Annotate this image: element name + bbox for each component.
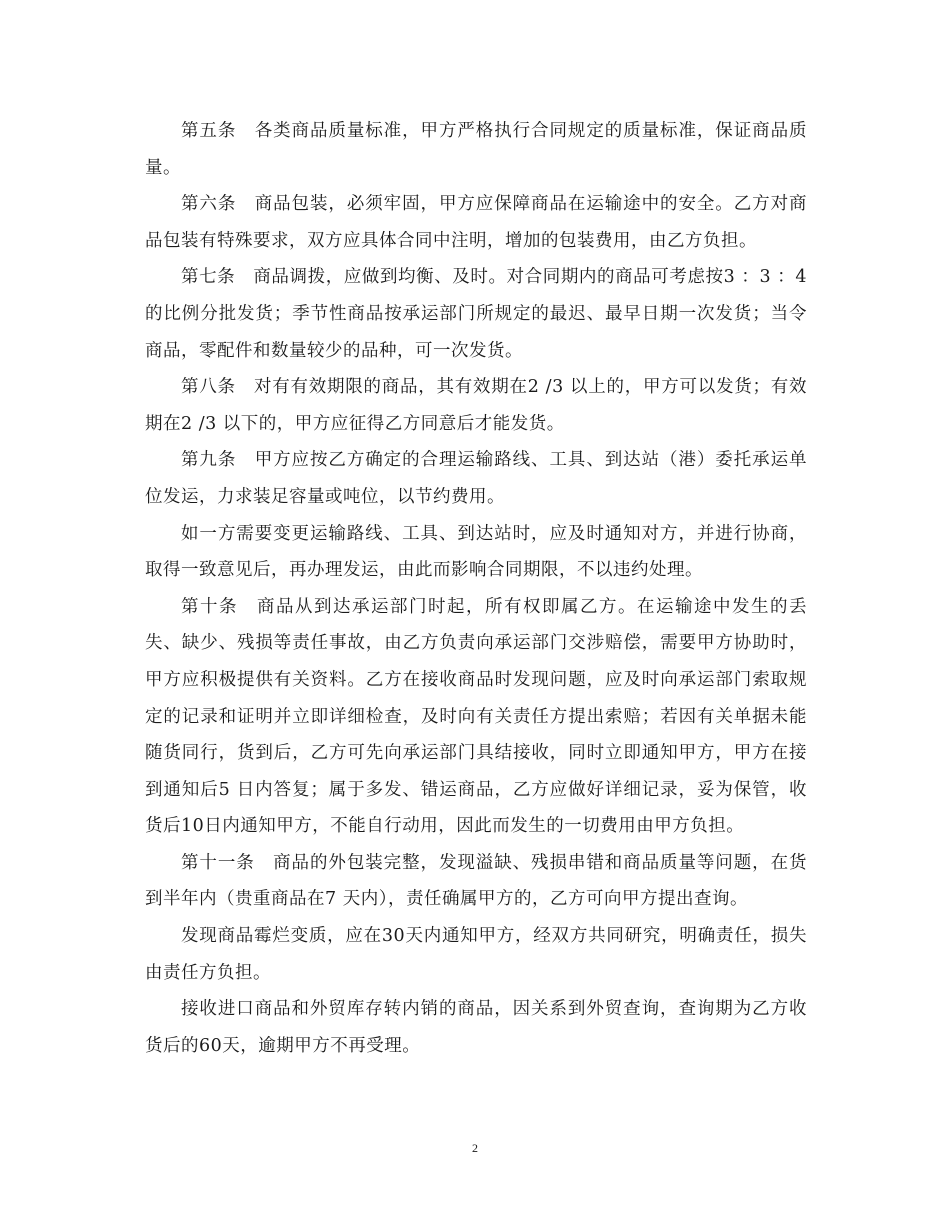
article-10-paragraph: 第十条 商品从到达承运部门时起，所有权即属乙方。在运输途中发生的丢失、缺少、残损等责任事故，由乙方负责向承运部门交涉赔偿，需要甲方协助时，甲方应积极提供有关资料。乙方在接收商品时发现问题，应及时向承运部门索取规定的记录和证明并立即详细检查，及时向有关责任方提出索赔；若因有关单据未能随货同行，货到后，乙方可先向承运部门具结接收，同时立即通知甲方，甲方在接到通知后5 日内答复；属于多发、错运商品，乙方应做好详细记录，妥为保管，收货后10日内通知甲方，不能自行动用，因此而发生的一切费用由甲方负担。 (145, 596, 807, 837)
article-5-paragraph: 第五条 各类商品质量标准，甲方严格执行合同规定的质量标准，保证商品质量。 (145, 121, 807, 178)
article-9-supplement-paragraph: 如一方需要变更运输路线、工具、到达站时，应及时通知对方，并进行协商，取得一致意见后，再办理发运，由此而影响合同期限，不以违约处理。 (145, 523, 807, 581)
article-6-paragraph: 第六条 商品包装，必须牢固，甲方应保障商品在运输途中的安全。乙方对商品包装有特殊要求，双方应具体合同中注明，增加的包装费用，由乙方负担。 (145, 194, 807, 251)
article-11-spoilage-paragraph: 发现商品霉烂变质，应在30天内通知甲方，经双方共同研究，明确责任，损失由责任方负担。 (145, 926, 807, 983)
article-7-paragraph: 第七条 商品调拨，应做到均衡、及时。对合同期内的商品可考虑按3 ：3 ：4 的比例分批发货；季节性商品按承运部门所规定的最迟、最早日期一次发货；当令商品，零配件和数量较少的品种，可一次发货。 (145, 267, 807, 361)
article-11-import-paragraph: 接收进口商品和外贸库存转内销的商品，因关系到外贸查询，查询期为乙方收货后的60天，逾期甲方不再受理。 (145, 999, 807, 1056)
page-number: 2 (472, 1141, 478, 1155)
article-8-paragraph: 第八条 对有有效期限的商品，其有效期在2 /3 以上的，甲方可以发货；有效期在2 /3 以下的，甲方应征得乙方同意后才能发货。 (145, 377, 807, 434)
article-9-paragraph: 第九条 甲方应按乙方确定的合理运输路线、工具、到达站（港）委托承运单位发运，力求装足容量或吨位，以节约费用。 (145, 450, 807, 507)
article-11-paragraph: 第十一条 商品的外包装完整，发现溢缺、残损串错和商品质量等问题，在货到半年内（贵重商品在7 天内），责任确属甲方的，乙方可向甲方提出查询。 (145, 852, 807, 910)
document-body (145, 113, 807, 1064)
